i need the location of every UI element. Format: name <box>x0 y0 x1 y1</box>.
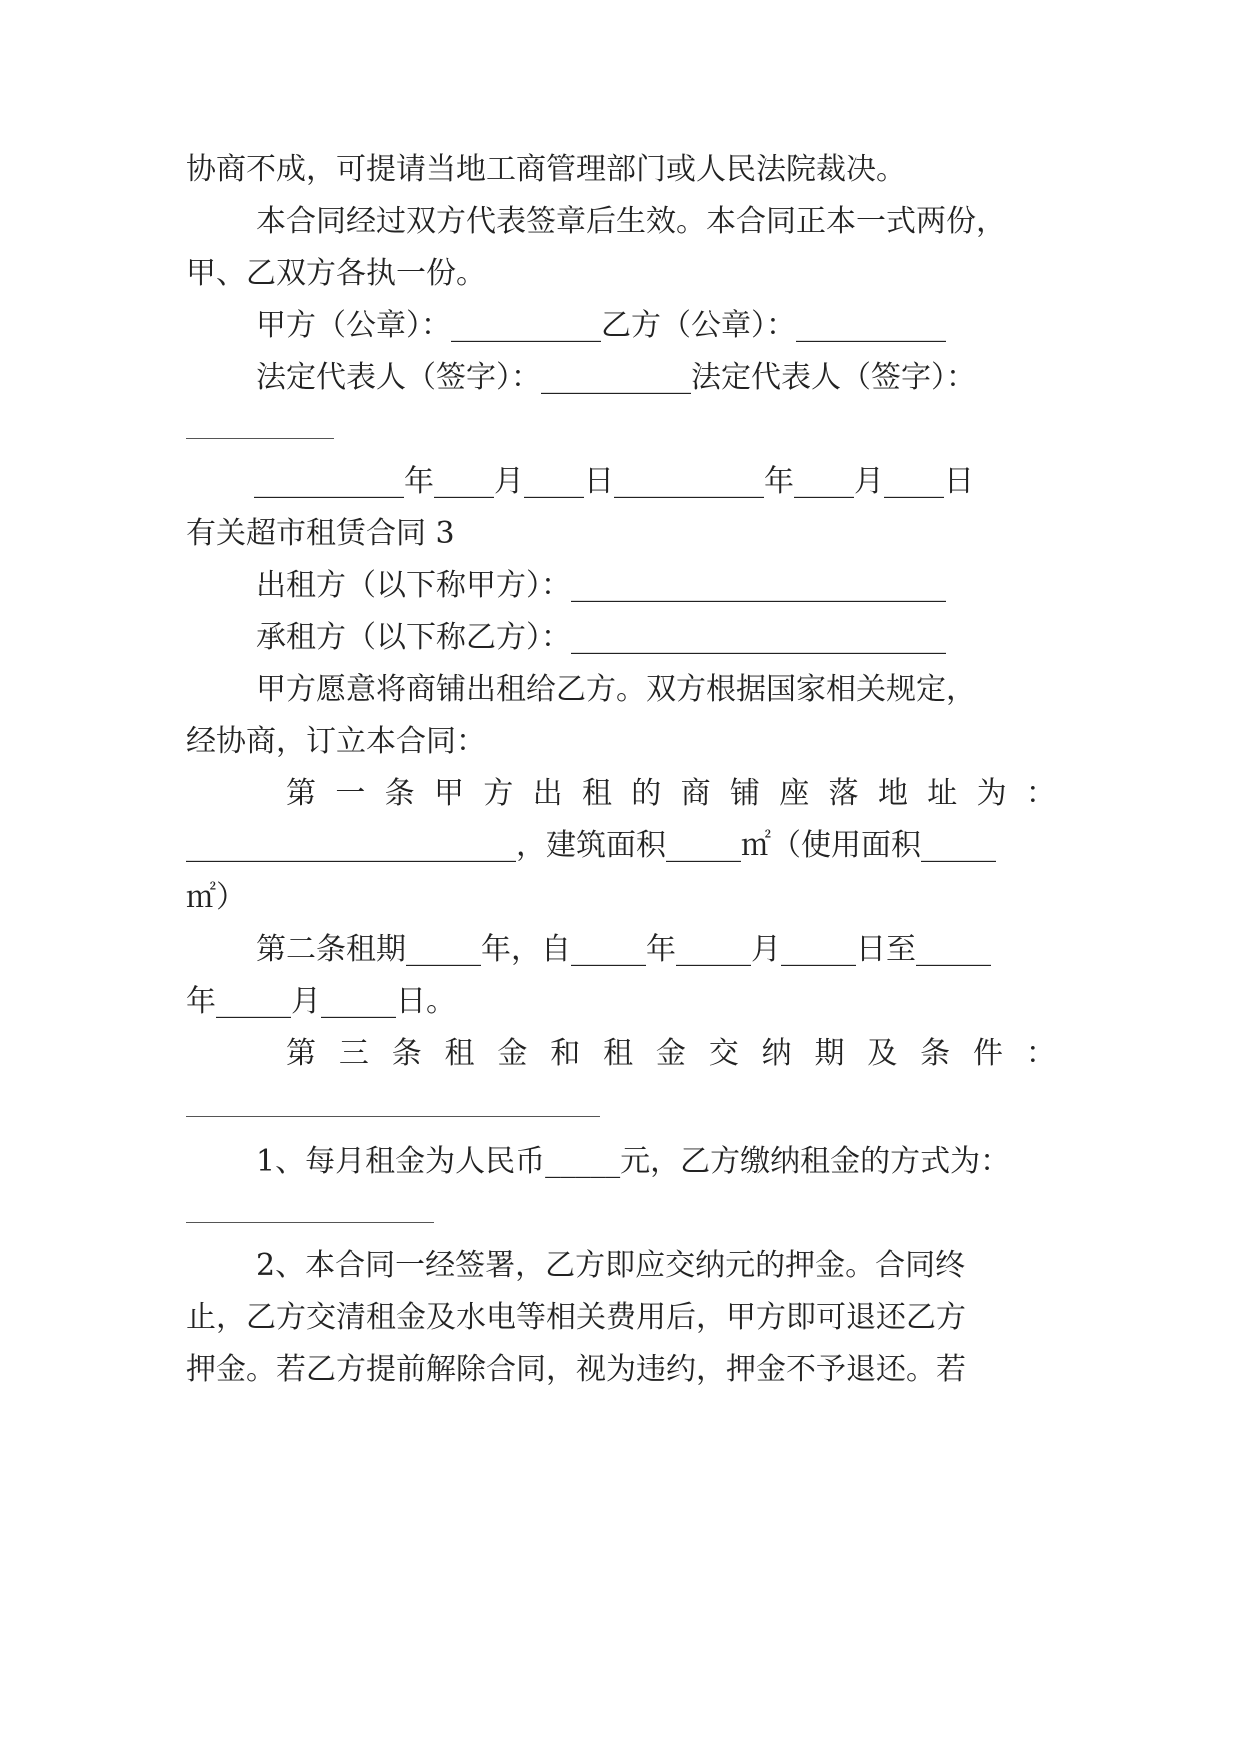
rent-payment-line: 1、每月租金为人民币_____元，乙方缴纳租金的方式为： <box>256 1144 1011 1179</box>
paragraph-line: 协商不成，可提请当地工商管理部门或人民法院裁决。 <box>186 152 906 187</box>
char: 租 <box>581 776 612 811</box>
char: 纳 <box>761 1036 792 1071</box>
char: 租 <box>603 1036 634 1071</box>
char: 金 <box>497 1036 528 1071</box>
char: 条 <box>391 1036 422 1071</box>
char: 为 <box>976 776 1007 811</box>
address-area-line: ______________________，建筑面积_____㎡（使用面积_____ <box>186 828 996 863</box>
paragraph-line: 年_____月_____日。 <box>186 984 456 1019</box>
char: 铺 <box>729 776 760 811</box>
article-1-line <box>186 772 1056 816</box>
char: 交 <box>708 1036 739 1071</box>
lessor-line: 出租方（以下称甲方）：_________________________ <box>256 568 946 603</box>
date-line: __________年____月____日__________年____月____日 <box>254 464 974 499</box>
legal-rep-signature-line: 法定代表人（签字）：__________法定代表人（签字）： <box>256 360 976 395</box>
char: 一 <box>335 776 366 811</box>
char: 和 <box>550 1036 581 1071</box>
char: 方 <box>483 776 514 811</box>
char: 条 <box>920 1036 951 1071</box>
char: 第 <box>286 776 316 811</box>
paragraph-line: 甲方愿意将商铺出租给乙方。双方根据国家相关规定， <box>256 672 976 707</box>
char: 甲 <box>433 776 464 811</box>
char: 三 <box>338 1036 369 1071</box>
blank-rule <box>186 1116 600 1117</box>
char: ： <box>1025 1036 1056 1071</box>
char: 条 <box>384 776 415 811</box>
paragraph-line: 经协商，订立本合同： <box>186 724 486 759</box>
char: 址 <box>927 776 958 811</box>
section-heading: 有关超市租赁合同 3 <box>186 516 455 551</box>
party-a-seal-line: 甲方（公章）：__________乙方（公章）：__________ <box>256 308 946 343</box>
char: 第 <box>286 1036 316 1071</box>
char: 租 <box>444 1036 475 1071</box>
char: 金 <box>655 1036 686 1071</box>
paragraph-line: 本合同经过双方代表签章后生效。本合同正本一式两份， <box>256 204 1006 239</box>
paragraph-line: 押金。若乙方提前解除合同，视为违约，押金不予退还。若 <box>186 1352 966 1387</box>
char: 的 <box>631 776 662 811</box>
char: 出 <box>532 776 563 811</box>
article-3-line <box>186 1032 1056 1076</box>
signature-blank-rule <box>186 438 334 439</box>
lessee-line: 承租方（以下称乙方）：_________________________ <box>256 620 946 655</box>
blank-rule <box>186 1222 434 1223</box>
char: 件 <box>972 1036 1003 1071</box>
article-2-line: 第二条租期_____年，自_____年_____月_____日至_____ <box>256 932 991 967</box>
char: 落 <box>828 776 859 811</box>
char: 期 <box>814 1036 845 1071</box>
paragraph-line: 止，乙方交清租金及水电等相关费用后，甲方即可退还乙方 <box>186 1300 966 1335</box>
char: 座 <box>779 776 810 811</box>
paragraph-line: 2、本合同一经签署，乙方即应交纳元的押金。合同终 <box>256 1248 966 1283</box>
char: 商 <box>680 776 711 811</box>
paragraph-line: ㎡） <box>186 880 246 915</box>
char: 地 <box>877 776 908 811</box>
paragraph-line: 甲、乙双方各执一份。 <box>186 256 486 291</box>
char: 及 <box>867 1036 898 1071</box>
char: ： <box>1025 776 1056 811</box>
